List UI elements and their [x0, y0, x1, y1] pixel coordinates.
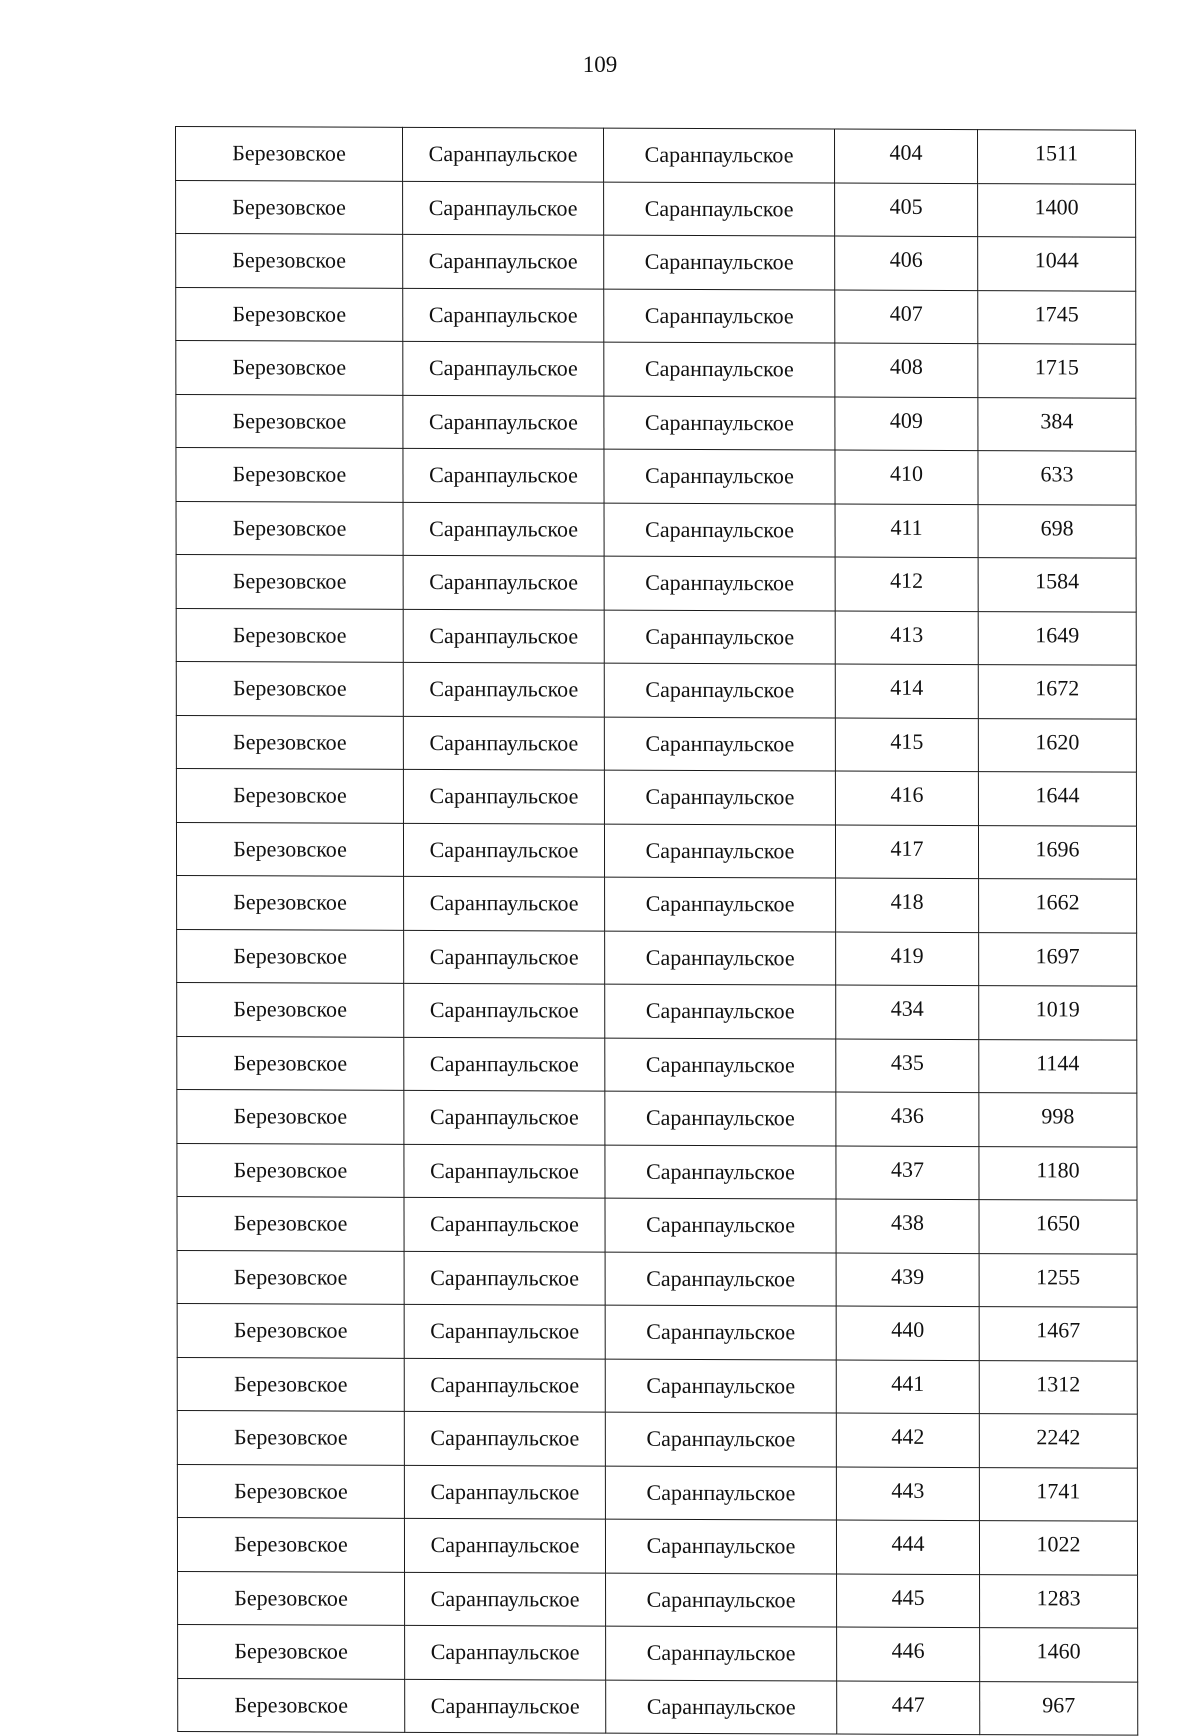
settlement-cell: Саранпаульское	[403, 181, 604, 235]
value-cell: 633	[978, 451, 1136, 505]
number-cell: 416	[835, 771, 978, 825]
settlement-cell: Саранпаульское	[404, 1518, 605, 1572]
value-cell: 998	[979, 1093, 1137, 1147]
locality-cell: Саранпаульское	[605, 1145, 836, 1199]
district-cell: Березовское	[176, 287, 403, 341]
value-cell: 1312	[979, 1360, 1137, 1414]
locality-cell: Саранпаульское	[604, 396, 835, 450]
table-row	[177, 1410, 1137, 1467]
settlement-cell: Саранпаульское	[403, 716, 604, 770]
settlement-cell: Саранпаульское	[403, 448, 604, 502]
locality-cell: Саранпаульское	[606, 1626, 837, 1680]
locality-cell: Саранпаульское	[605, 1091, 836, 1145]
district-cell: Березовское	[177, 1196, 404, 1250]
locality-cell: Саранпаульское	[604, 342, 835, 396]
district-cell: Березовское	[176, 127, 403, 181]
settlement-cell: Саранпаульское	[403, 769, 604, 823]
value-cell: 1715	[978, 344, 1136, 398]
table-row	[178, 1571, 1138, 1628]
settlement-cell: Саранпаульское	[403, 662, 604, 716]
value-cell: 1511	[978, 130, 1136, 184]
settlement-cell: Саранпаульское	[405, 1572, 606, 1626]
number-cell: 443	[836, 1467, 979, 1521]
locality-cell: Саранпаульское	[604, 449, 835, 503]
settlement-cell: Саранпаульское	[403, 395, 604, 449]
district-cell: Березовское	[176, 341, 403, 395]
value-cell: 1467	[979, 1307, 1137, 1361]
district-cell: Березовское	[177, 1036, 404, 1090]
value-cell: 1144	[979, 1039, 1137, 1093]
number-cell: 436	[836, 1092, 979, 1146]
table-row	[176, 341, 1136, 398]
settlement-cell: Саранпаульское	[405, 1625, 606, 1679]
locality-cell: Саранпаульское	[605, 1466, 836, 1520]
number-cell: 445	[837, 1574, 980, 1628]
settlement-cell: Саранпаульское	[404, 930, 605, 984]
table-row	[177, 1357, 1137, 1414]
value-cell: 1460	[980, 1628, 1138, 1682]
number-cell: 413	[835, 611, 978, 665]
value-cell: 1022	[979, 1521, 1137, 1575]
settlement-cell: Саранпаульское	[403, 127, 604, 181]
value-cell: 1019	[979, 986, 1137, 1040]
settlement-cell: Саранпаульское	[403, 555, 604, 609]
value-cell: 2242	[979, 1414, 1137, 1468]
table-row	[177, 1089, 1137, 1146]
number-cell: 444	[836, 1520, 979, 1574]
number-cell: 434	[836, 985, 979, 1039]
table-body	[176, 127, 1138, 1736]
number-cell: 439	[836, 1253, 979, 1307]
table-row	[177, 1464, 1137, 1521]
locality-cell: Саранпаульское	[605, 984, 836, 1038]
settlement-cell: Саранпаульское	[404, 876, 605, 930]
district-cell: Березовское	[177, 1464, 404, 1518]
locality-cell: Саранпаульское	[605, 931, 836, 985]
district-cell: Березовское	[177, 875, 404, 929]
settlement-cell: Саранпаульское	[404, 1090, 605, 1144]
number-cell: 405	[835, 183, 978, 237]
district-cell: Березовское	[176, 608, 403, 662]
table-row	[178, 1624, 1138, 1681]
value-cell: 698	[978, 504, 1136, 558]
value-cell: 1255	[979, 1253, 1137, 1307]
value-cell: 384	[978, 397, 1136, 451]
settlement-cell: Саранпаульское	[403, 609, 604, 663]
district-cell: Березовское	[176, 234, 403, 288]
district-cell: Березовское	[177, 1357, 404, 1411]
settlement-cell: Саранпаульское	[404, 1197, 605, 1251]
district-cell: Березовское	[178, 1571, 405, 1625]
value-cell: 967	[980, 1681, 1138, 1735]
value-cell: 1283	[980, 1574, 1138, 1628]
table-row	[176, 608, 1136, 665]
data-table-container	[175, 126, 1137, 1736]
table-row	[176, 661, 1136, 718]
locality-cell: Саранпаульское	[604, 128, 835, 182]
value-cell: 1400	[978, 183, 1136, 237]
number-cell: 408	[835, 343, 978, 397]
number-cell: 442	[836, 1413, 979, 1467]
district-cell: Березовское	[177, 982, 404, 1036]
value-cell: 1741	[979, 1467, 1137, 1521]
locality-cell: Саранпаульское	[604, 663, 835, 717]
table-row	[176, 768, 1136, 825]
locality-cell: Саранпаульское	[604, 556, 835, 610]
settlement-cell: Саранпаульское	[404, 1037, 605, 1091]
locality-cell: Саранпаульское	[604, 182, 835, 236]
locality-cell: Саранпаульское	[606, 1573, 837, 1627]
value-cell: 1649	[978, 611, 1136, 665]
district-cell: Березовское	[176, 447, 403, 501]
district-cell: Березовское	[178, 1678, 405, 1732]
number-cell: 417	[835, 825, 978, 879]
number-cell: 435	[836, 1039, 979, 1093]
table-row	[177, 982, 1137, 1039]
district-cell: Березовское	[176, 394, 403, 448]
settlement-cell: Саранпаульское	[403, 234, 604, 288]
district-cell: Березовское	[176, 661, 403, 715]
district-cell: Березовское	[177, 1250, 404, 1304]
table-row	[176, 127, 1136, 184]
settlement-cell: Саранпаульское	[403, 341, 604, 395]
locality-cell: Саранпаульское	[604, 770, 835, 824]
district-cell: Березовское	[176, 180, 403, 234]
table-row	[176, 501, 1136, 558]
settlement-cell: Саранпаульское	[404, 1358, 605, 1412]
locality-cell: Саранпаульское	[605, 1038, 836, 1092]
locality-cell: Саранпаульское	[606, 1680, 837, 1734]
locality-cell: Саранпаульское	[605, 1305, 836, 1359]
table-row	[177, 1196, 1137, 1253]
table-row	[177, 875, 1137, 932]
settlement-cell: Саранпаульское	[403, 288, 604, 342]
value-cell: 1662	[979, 879, 1137, 933]
table-row	[176, 447, 1136, 504]
number-cell: 446	[837, 1627, 980, 1681]
locality-cell: Саранпаульское	[604, 717, 835, 771]
number-cell: 406	[835, 236, 978, 290]
settlement-cell: Саранпаульское	[404, 983, 605, 1037]
district-cell: Березовское	[177, 1303, 404, 1357]
number-cell: 447	[837, 1681, 980, 1735]
value-cell: 1697	[979, 932, 1137, 986]
number-cell: 437	[836, 1146, 979, 1200]
table-row	[176, 554, 1136, 611]
settlement-cell: Саранпаульское	[404, 1251, 605, 1305]
number-cell: 411	[835, 504, 978, 558]
number-cell: 438	[836, 1199, 979, 1253]
value-cell: 1644	[978, 772, 1136, 826]
number-cell: 410	[835, 450, 978, 504]
table-row	[177, 929, 1137, 986]
value-cell: 1650	[979, 1200, 1137, 1254]
number-cell: 409	[835, 397, 978, 451]
table-row	[178, 1678, 1138, 1735]
value-cell: 1584	[978, 558, 1136, 612]
table-row	[176, 394, 1136, 451]
number-cell: 441	[836, 1360, 979, 1414]
district-cell: Березовское	[177, 1410, 404, 1464]
table-row	[177, 1517, 1137, 1574]
district-cell: Березовское	[177, 1517, 404, 1571]
settlement-cell: Саранпаульское	[404, 1411, 605, 1465]
table-row	[176, 715, 1136, 772]
table-row	[176, 287, 1136, 344]
number-cell: 418	[836, 878, 979, 932]
district-cell: Березовское	[177, 1089, 404, 1143]
district-cell: Березовское	[176, 501, 403, 555]
number-cell: 412	[835, 557, 978, 611]
number-cell: 415	[835, 718, 978, 772]
settlement-cell: Саранпаульское	[404, 1465, 605, 1519]
value-cell: 1620	[978, 718, 1136, 772]
locality-cell: Саранпаульское	[605, 1198, 836, 1252]
locality-cell: Саранпаульское	[605, 1252, 836, 1306]
locality-cell: Саранпаульское	[604, 824, 835, 878]
value-cell: 1672	[978, 665, 1136, 719]
district-cell: Березовское	[176, 554, 403, 608]
locality-cell: Саранпаульское	[605, 1359, 836, 1413]
table-row	[177, 1036, 1137, 1093]
district-cell: Березовское	[177, 1143, 404, 1197]
locality-cell: Саранпаульское	[605, 1519, 836, 1573]
number-cell: 419	[836, 932, 979, 986]
district-cell: Березовское	[176, 715, 403, 769]
settlement-cell: Саранпаульское	[404, 1144, 605, 1198]
district-cell: Березовское	[178, 1624, 405, 1678]
district-cell: Березовское	[176, 768, 403, 822]
table-row	[177, 1303, 1137, 1360]
table-row	[176, 822, 1136, 879]
settlement-cell: Саранпаульское	[403, 823, 604, 877]
locality-cell: Саранпаульское	[604, 289, 835, 343]
number-cell: 414	[835, 664, 978, 718]
table-row	[177, 1250, 1137, 1307]
data-table	[175, 126, 1138, 1736]
value-cell: 1044	[978, 237, 1136, 291]
value-cell: 1180	[979, 1146, 1137, 1200]
locality-cell: Саранпаульское	[605, 877, 836, 931]
settlement-cell: Саранпаульское	[403, 502, 604, 556]
number-cell: 404	[835, 129, 978, 183]
district-cell: Березовское	[177, 929, 404, 983]
locality-cell: Саранпаульское	[604, 235, 835, 289]
locality-cell: Саранпаульское	[604, 610, 835, 664]
value-cell: 1745	[978, 290, 1136, 344]
table-row	[177, 1143, 1137, 1200]
locality-cell: Саранпаульское	[604, 503, 835, 557]
number-cell: 440	[836, 1306, 979, 1360]
district-cell: Березовское	[176, 822, 403, 876]
settlement-cell: Саранпаульское	[404, 1304, 605, 1358]
table-row	[176, 180, 1136, 237]
number-cell: 407	[835, 290, 978, 344]
settlement-cell: Саранпаульское	[405, 1679, 606, 1733]
value-cell: 1696	[978, 825, 1136, 879]
page-number: 109	[582, 52, 618, 77]
table-row	[176, 234, 1136, 291]
locality-cell: Саранпаульское	[605, 1412, 836, 1466]
